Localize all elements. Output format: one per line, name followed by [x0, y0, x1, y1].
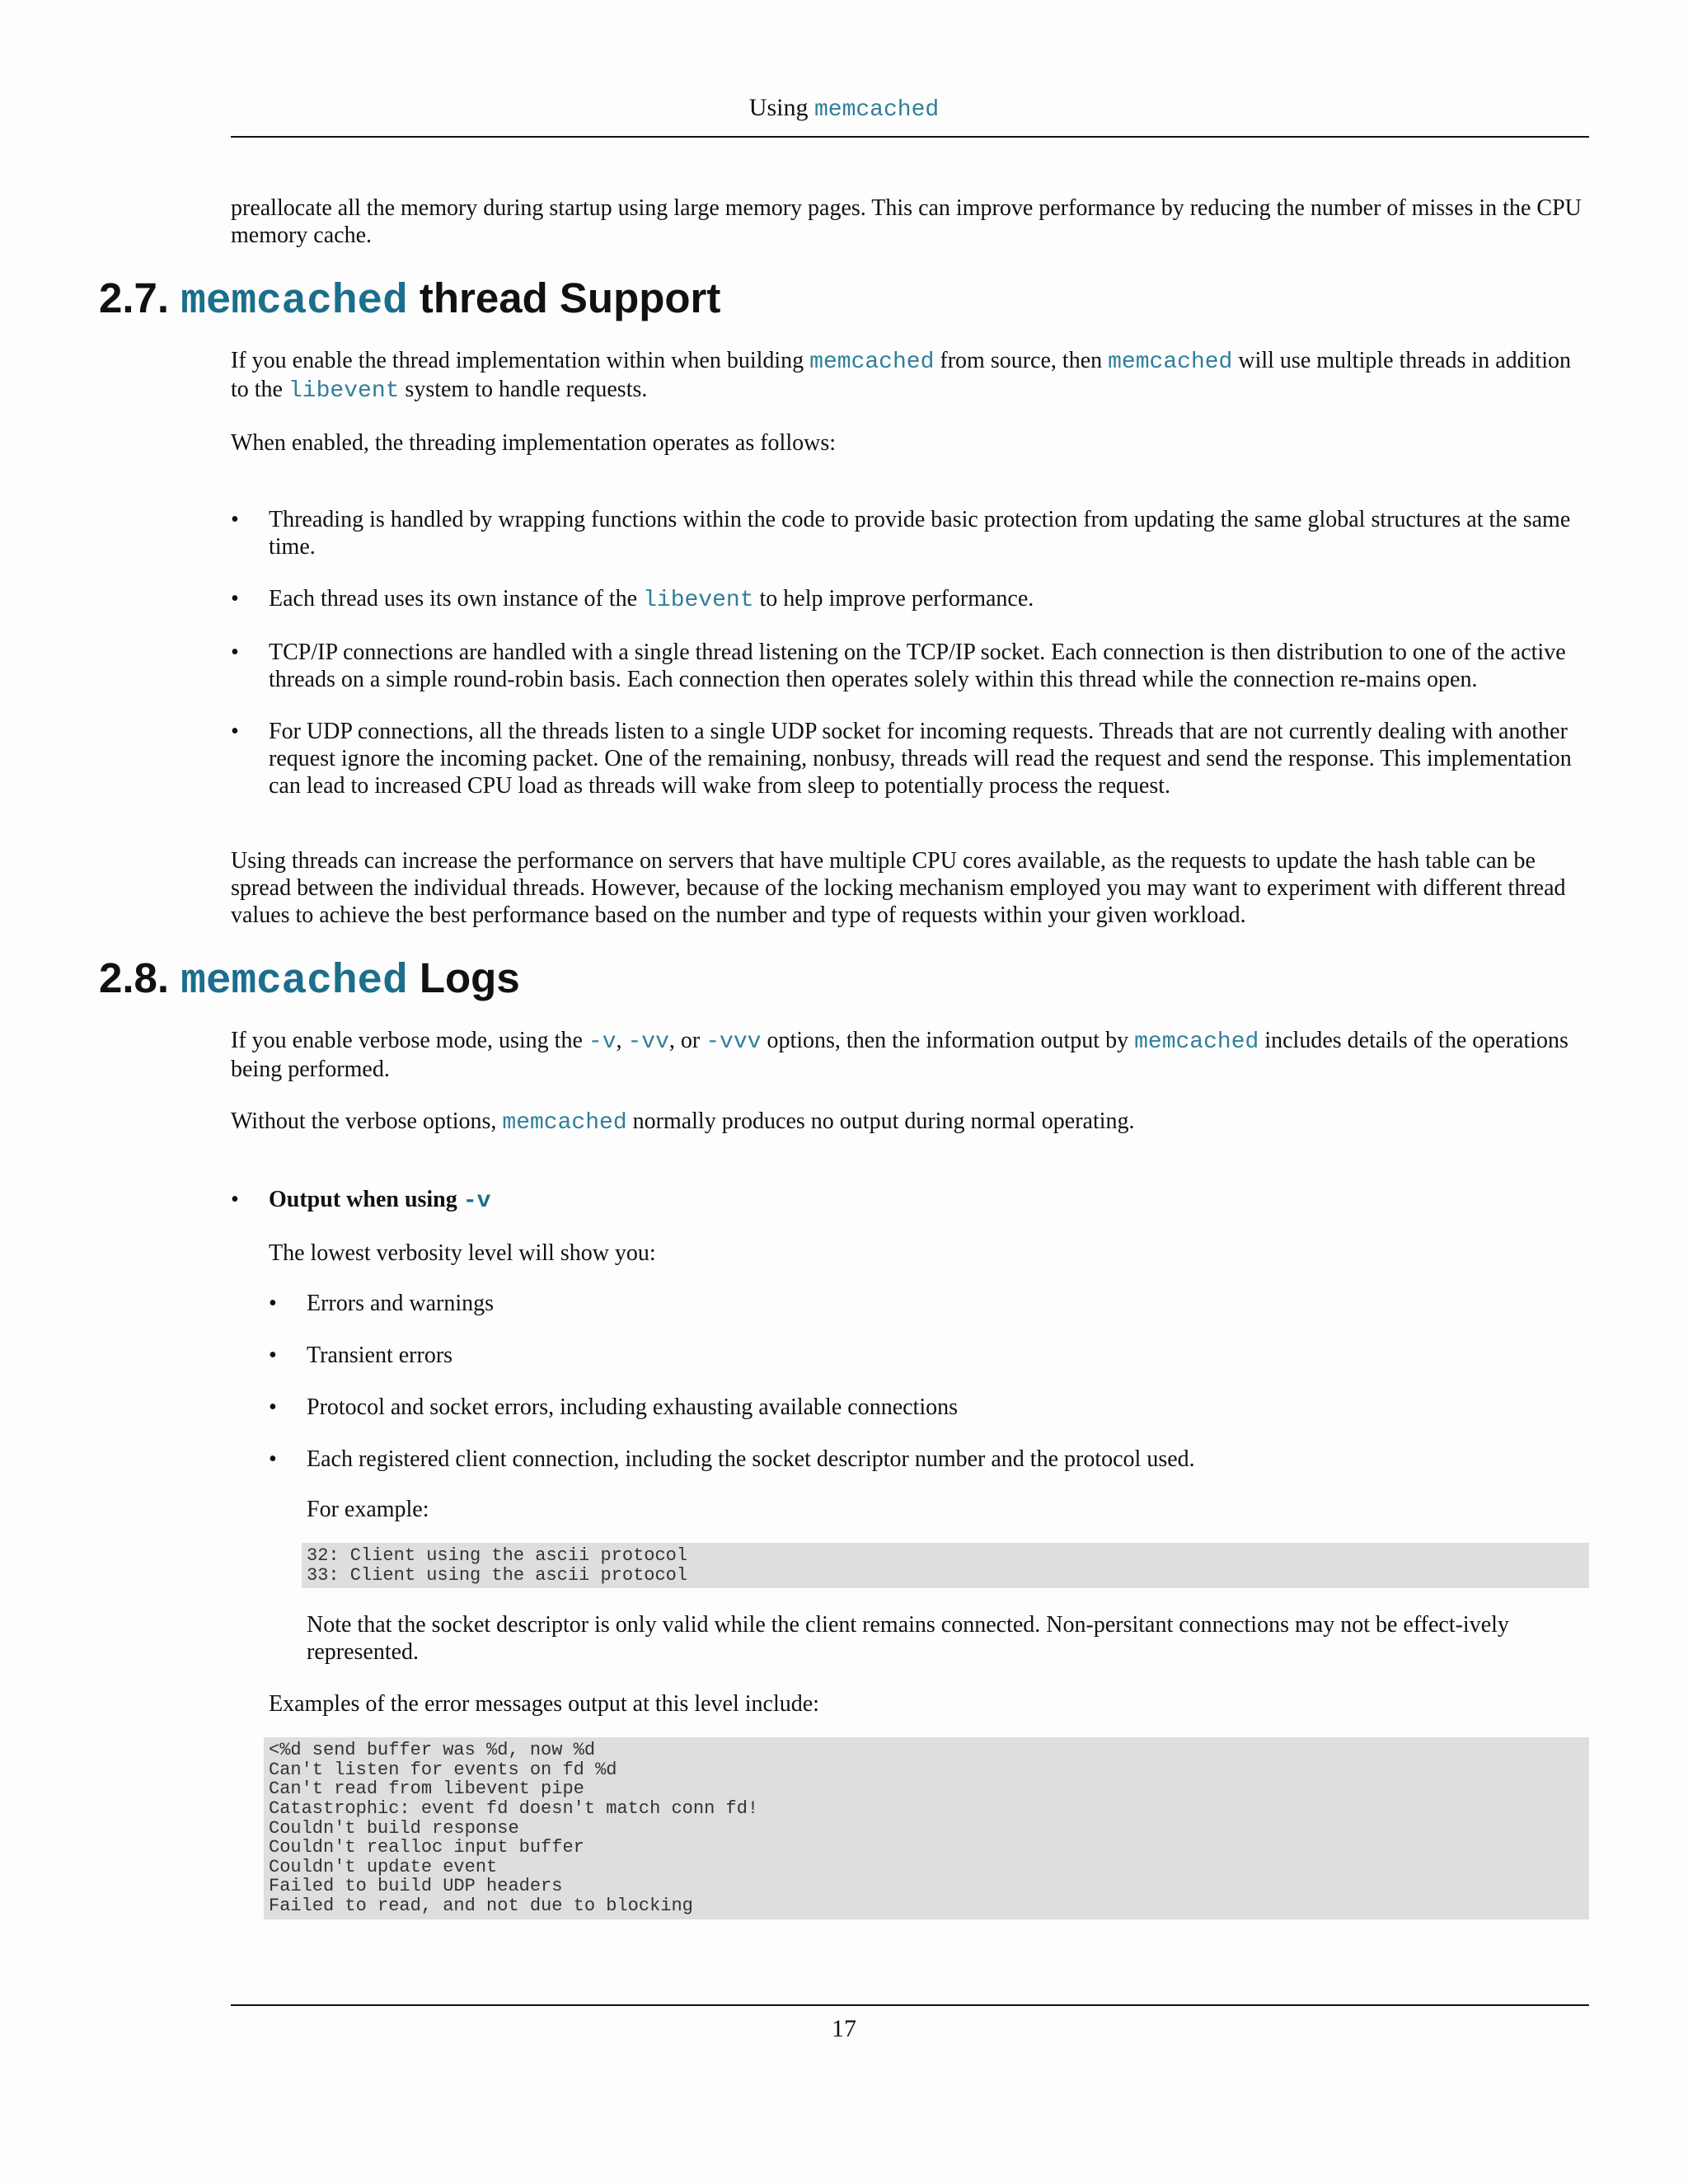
list-item: • For UDP connections, all the threads listen to a single UDP socket for incoming requests. Threads that are not currently dealing with another request ignore the incoming packet. One of the remaining, nonbusy, threads will read the request and send the response. This implementation can lead to increased CPU load as threads will wake from sleep to potentially process the request.: [231, 718, 1589, 799]
code-term: memcached: [809, 349, 935, 375]
list-item: [269, 1446, 1589, 1666]
code-term: libevent: [643, 588, 754, 613]
thread-bullet-list: [231, 506, 1589, 799]
list-item: • Threading is handled by wrapping functions within the code to provide basic protection from updating the same global structures at the same time.: [231, 506, 1589, 560]
text-run: ,: [616, 1028, 628, 1053]
intro-paragraph: preallocate all the memory during startup using large memory pages. This can improve performance by reducing the number of misses in the CPU memory cache.: [231, 195, 1582, 248]
output-v-heading: [269, 1186, 1589, 1215]
section-2-7-title-mono: memcached: [181, 279, 408, 326]
text-run: , or: [668, 1028, 706, 1053]
text-run: • Each registered client connection, including the socket descriptor number and the protocol used.: [307, 1446, 1195, 1472]
text-run: includes details of the operations being performed.: [231, 1028, 1568, 1082]
text-run: Each thread uses its own instance of the: [269, 586, 644, 612]
for-example-label: For example:: [307, 1497, 429, 1522]
thread-intro-paragraph: [231, 347, 1589, 405]
code-term: -vv: [627, 1029, 669, 1055]
thread-enabled-paragraph: When enabled, the threading implementation operates as follows:: [231, 430, 836, 456]
header-prefix: Using: [748, 94, 814, 121]
text-run: If you enable verbose mode, using the: [231, 1028, 588, 1053]
code-term: -v: [588, 1029, 617, 1055]
list-item: • TCP/IP connections are handled with a single thread listening on the TCP/IP socket. Each connection is then distribution to one of the active threads on a simple round-robin basis. Each connection then operates solely within this thread while the connection re-mains open.: [231, 639, 1589, 693]
list-item: • Errors and warnings: [269, 1290, 1589, 1317]
code-term: -v: [462, 1188, 491, 1214]
error-examples-lead: Examples of the error messages output at this level include:: [269, 1691, 819, 1718]
text-run: from source, then: [934, 348, 1109, 373]
output-v-lead: The lowest verbosity level will show you:: [269, 1240, 656, 1266]
client-code-block: 32: Client using the ascii protocol 33: Client using the ascii protocol: [302, 1543, 1589, 1588]
section-2-8-heading: [99, 954, 1589, 1007]
text-run: system to handle requests.: [399, 377, 648, 402]
section-2-7-heading: [99, 274, 1589, 327]
text-run: If you enable the thread implementation within when building: [231, 348, 810, 373]
text-run: to help improve performance.: [753, 586, 1034, 612]
code-term: memcached: [502, 1110, 627, 1136]
section-2-7-number: 2.7.: [99, 274, 170, 321]
code-term: libevent: [288, 378, 400, 404]
section-2-8-title: Logs: [419, 954, 520, 1001]
section-2-8-number: 2.8.: [99, 954, 170, 1001]
text-run: will use multiple threads in addition to the: [231, 348, 1571, 402]
section-2-8-title-mono: memcached: [181, 958, 408, 1005]
list-item: • Protocol and socket errors, including exhausting available connections: [269, 1394, 1589, 1421]
footer-rule: [231, 2004, 1589, 2006]
socket-note: Note that the socket descriptor is only valid while the client remains connected. Non-persitant connections may not be effect-ively represented.: [307, 1612, 1509, 1666]
running-header: [0, 94, 1688, 124]
page-content: [99, 194, 1589, 1944]
section-2-7-title: thread Support: [419, 274, 721, 321]
logs-no-verbose-paragraph: [231, 1108, 1589, 1137]
logs-intro-paragraph: [231, 1027, 1589, 1083]
page-number: 17: [832, 2015, 856, 2042]
list-item: • Transient errors: [269, 1342, 1589, 1369]
error-code-block: <%d send buffer was %d, now %d Can't listen for events on fd %d Can't read from libevent pipe Catastrophic: event fd doesn't match conn fd! Couldn't build response Couldn't realloc input buffer Couldn't update event Failed to build UDP headers Failed to read, and not due to blocking: [264, 1737, 1589, 1919]
list-item: [231, 1186, 1589, 1919]
header-rule: [231, 136, 1589, 138]
output-v-items: [269, 1290, 1589, 1666]
verbosity-list: [231, 1186, 1589, 1919]
text-run: Without the verbose options,: [231, 1108, 503, 1134]
text-run: normally produces no output during normal operating.: [626, 1108, 1135, 1134]
thread-performance-paragraph: Using threads can increase the performance on servers that have multiple CPU cores available, as the requests to update the hash table can be spread between the individual threads. However, because of the locking mechanism employed you may want to experiment with different thread values to achieve the best performance based on the number and type of requests within your given workload.: [231, 848, 1566, 928]
code-term: -vvv: [706, 1029, 762, 1055]
list-item: [231, 585, 1589, 614]
text-run: options, then the information output by: [761, 1028, 1135, 1053]
code-term: memcached: [1134, 1029, 1259, 1055]
text-run: Output when using: [269, 1187, 463, 1212]
header-mono: memcached: [814, 97, 940, 123]
code-term: memcached: [1108, 349, 1233, 375]
